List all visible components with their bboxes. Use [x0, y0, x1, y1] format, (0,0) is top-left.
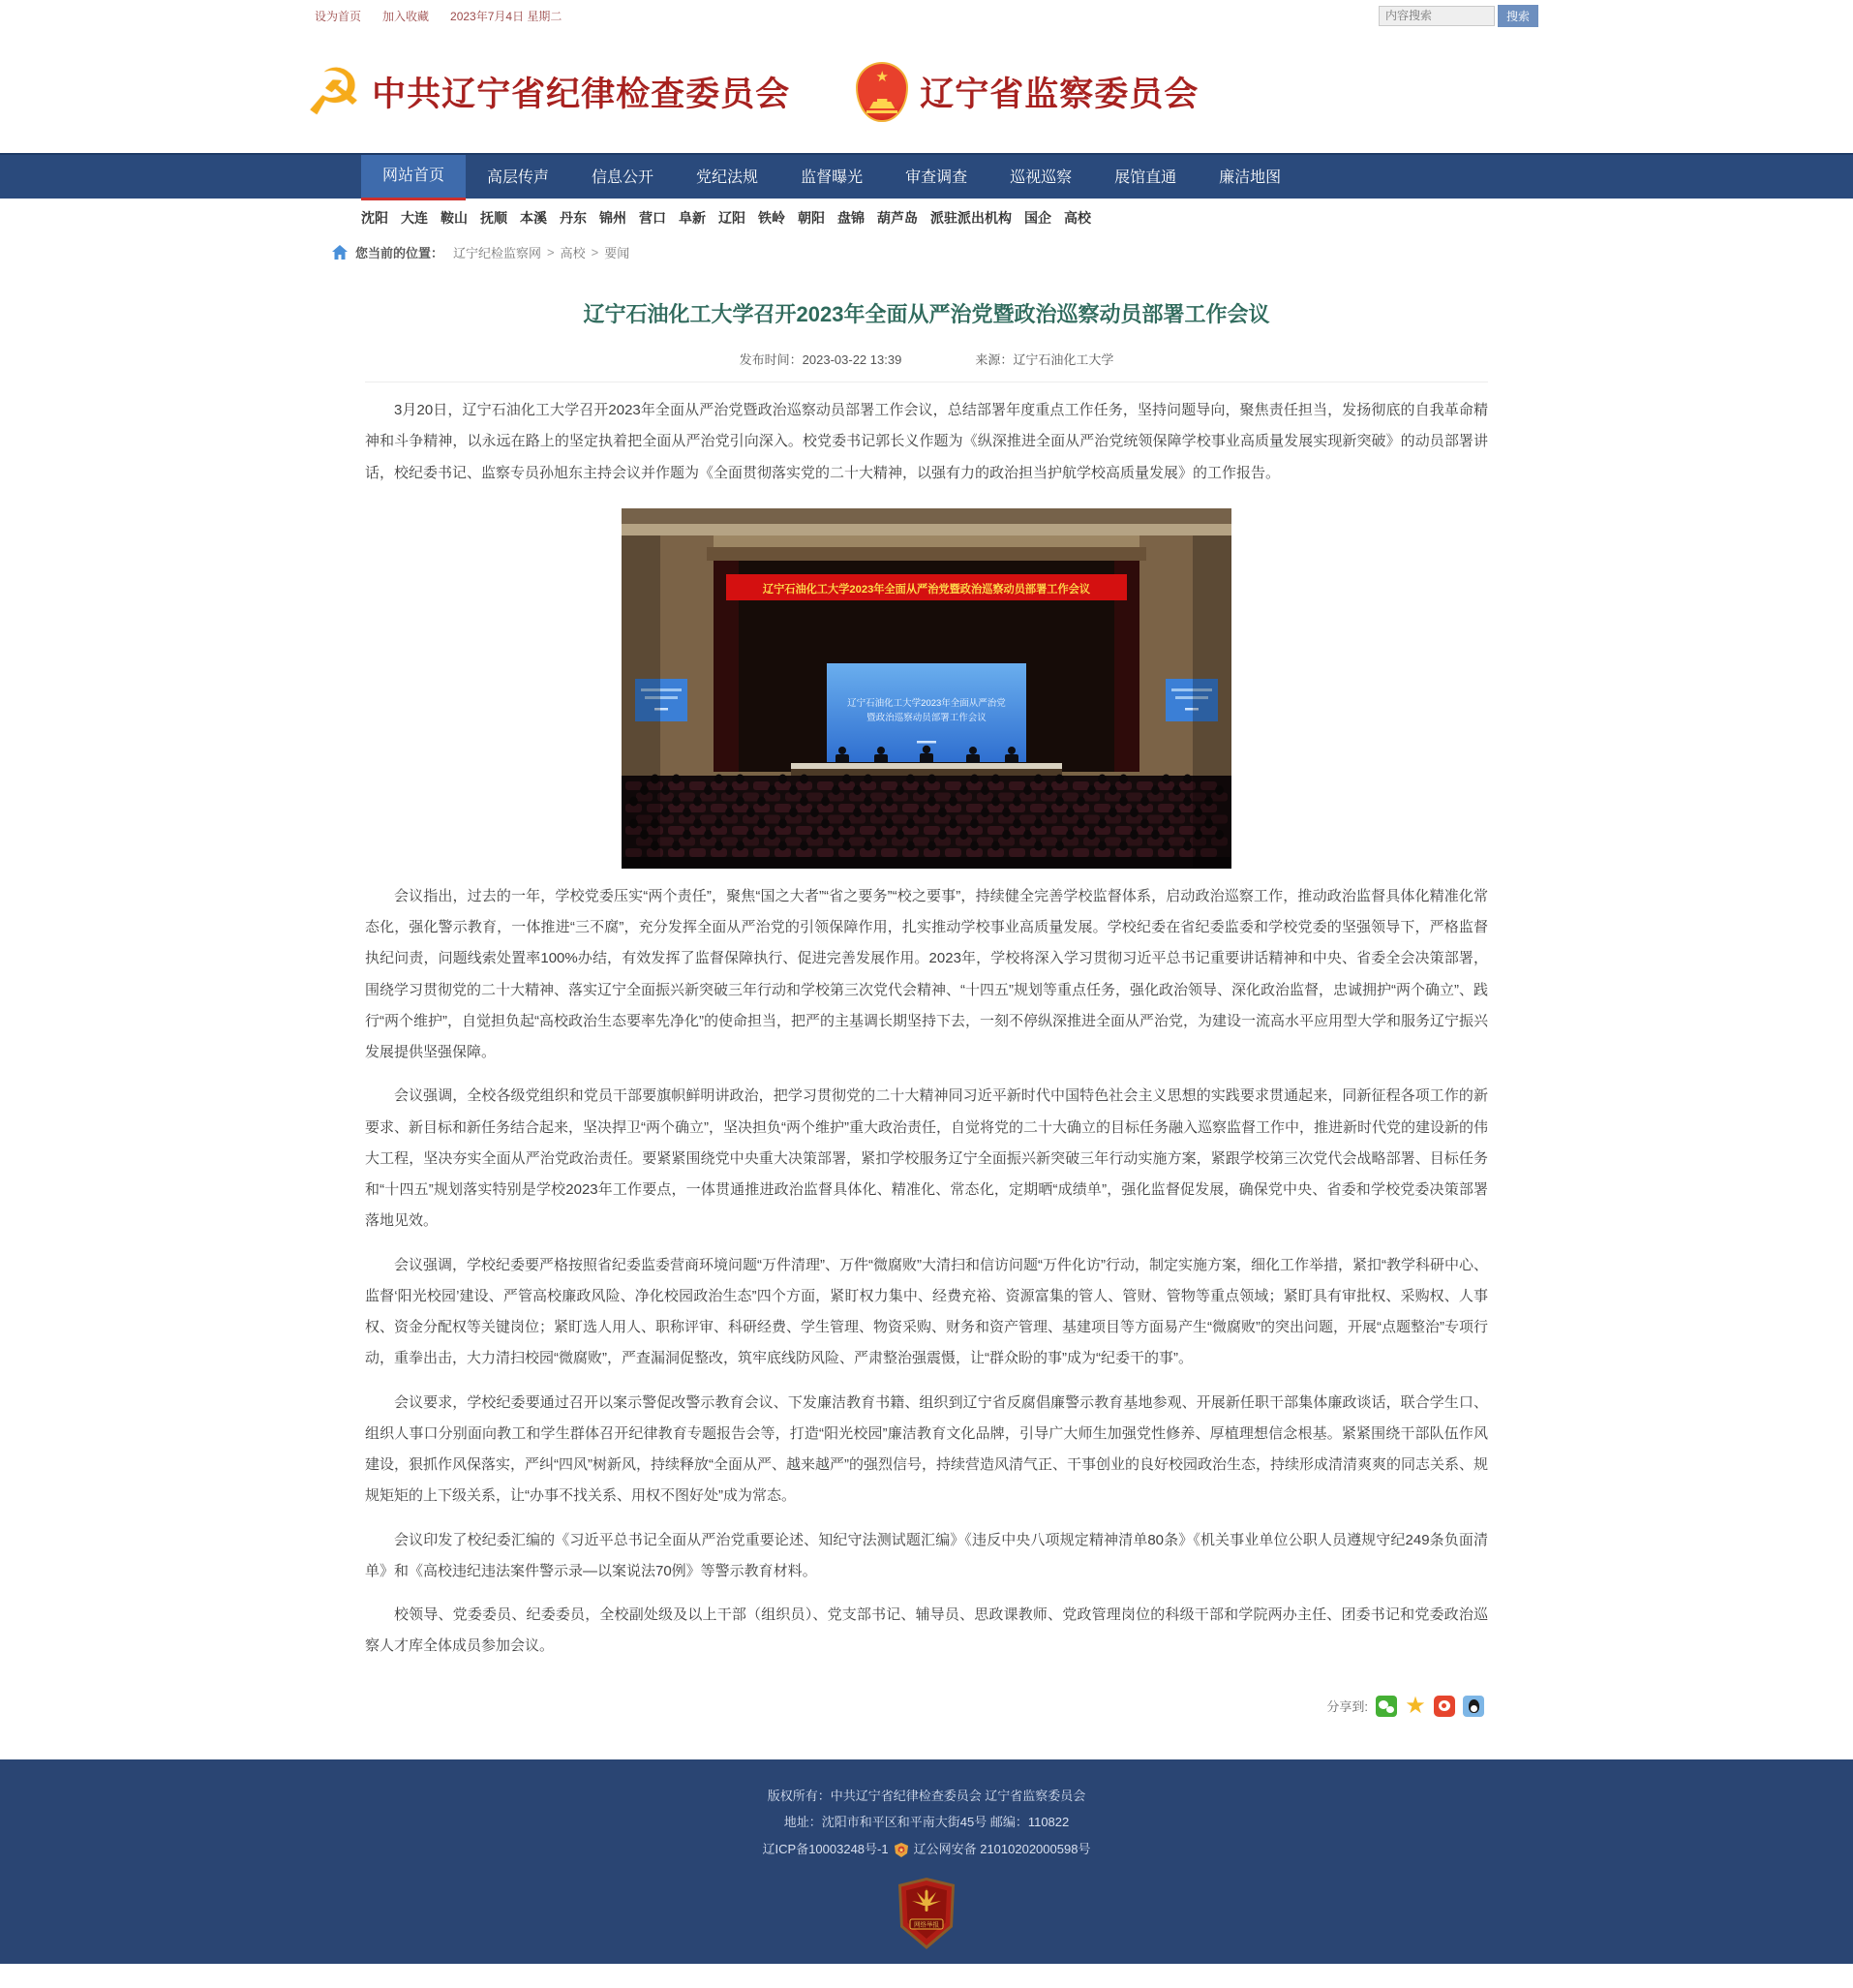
- city-link[interactable]: 大连: [401, 210, 428, 226]
- city-link[interactable]: 鞍山: [440, 210, 468, 226]
- publish-time: 发布时间：2023-03-22 13:39: [739, 352, 902, 367]
- city-link[interactable]: 葫芦岛: [877, 210, 918, 226]
- photo-screen-line1: 辽宁石油化工大学2023年全面从严治党: [847, 697, 1006, 709]
- city-link[interactable]: 抚顺: [480, 210, 507, 226]
- party-emblem-icon: ☭: [305, 56, 363, 128]
- article-paragraph: 会议要求，学校纪委要通过召开以案示警促改警示教育会议、下发廉洁教育书籍、组织到辽宁省反腐倡廉警示教育基地参观、开展新任职干部集体廉政谈话，联合学生口、组织人事口分别面向教工和学生群体召开纪律教育专题报告会等，打造“阳光校园”廉洁教育文化品牌，引导广大师生加强党性修养、厚植理想信念根基。紧紧围绕干部队伍作风建设，狠抓作风保落实，严纠“四风”树新风，持续释放“全面从严、越来越严”的强烈信号，持续营造风清气正、干事创业的良好校园政治生态，持续形成清清爽爽的同志关系、规规矩矩的上下级关系，让“办事不找关系、用权不图好处”成为常态。: [365, 1393, 1488, 1505]
- article-photo: [622, 508, 1231, 869]
- site-footer: [0, 1759, 1853, 1965]
- nav-item-link[interactable]: 高层传声: [487, 169, 550, 186]
- breadcrumb: [0, 235, 1853, 269]
- qq-icon[interactable]: [1463, 1696, 1484, 1717]
- nav-item-link[interactable]: 巡视巡察: [1010, 169, 1073, 186]
- article-paragraph: 会议强调，全校各级党组织和党员干部要旗帜鲜明讲政治，把学习贯彻党的二十大精神同习近平新时代中国特色社会主义思想的实践要求贯通起来，同新征程各项工作的新要求、新目标和新任务结合起来，坚决捍卫“两个确立”，坚决担负“两个维护”重大政治责任，自觉将党的二十大确立的目标任务融入巡察监督工作中，推进新时代党的建设新的伟大工程，坚决夯实全面从严治党政治责任。要紧紧围绕党中央重大决策部署，紧扣学校服务辽宁全面振兴新突破三年行动实施方案，紧跟学校第三次党代会战略部署、目标任务和“十四五”规划落实特别是学校2023年工作要点，一体贯通推进政治监督具体化、精准化、常态化，定期晒“成绩单”，强化监督促发展，确保党中央、省委和学校党委决策部署落地见效。: [365, 1087, 1488, 1230]
- city-link[interactable]: 营口: [639, 210, 666, 226]
- city-link[interactable]: 阜新: [679, 210, 706, 226]
- national-emblem-icon: ★: [856, 62, 908, 122]
- site-header: [0, 31, 1853, 153]
- nav-item-link[interactable]: 党纪法规: [696, 169, 759, 186]
- article-paragraph: 会议印发了校纪委汇编的《习近平总书记全面从严治党重要论述、知纪守法测试题汇编》《违反中央八项规定精神清单80条》《机关事业单位公职人员遵规守纪249条负面清单》和《高校违纪违法案件警示录—以案说法70例》等警示教育材料。: [365, 1531, 1488, 1579]
- address-line: 地址：沈阳市和平区和平南大街45号 邮编：110822: [783, 1815, 1070, 1830]
- current-date: 2023年7月4日 星期二: [450, 9, 562, 23]
- nav-item-link[interactable]: 展馆直通: [1114, 169, 1177, 186]
- copyright-line: 版权所有：中共辽宁省纪律检查委员会 辽宁省监察委员会: [767, 1788, 1086, 1803]
- supervision-commission-title: 辽宁省监察委员会: [920, 76, 1200, 113]
- city-link[interactable]: 朝阳: [798, 210, 825, 226]
- city-link[interactable]: 高校: [1064, 210, 1091, 226]
- breadcrumb-section-link[interactable]: 高校: [560, 246, 586, 260]
- discipline-commission-logo[interactable]: [305, 56, 791, 128]
- article-paragraph: 会议指出，过去的一年，学校党委压实“两个责任”，聚焦“国之大者”“省之要务”“校之要事”，持续健全完善学校监督体系，启动政治巡察工作，推动政治监督具体化精准化常态化，强化警示教育，一体推进“三不腐”，充分发挥全面从严治党的引领保障作用，扎实推动学校事业高质量发展。学校纪委在省纪委监委和学校党委的坚强领导下，严格监督执纪问责，问题线索处置率100%办结，有效发挥了监督保障执行、促进完善发展作用。2023年，学校将深入学习贯彻习近平总书记重要讲话精神和中央、省委全会决策部署，围绕学习贯彻党的二十大精神、落实辽宁全面振兴新突破三年行动和学校第三次党代会精神、“十四五”规划等重点任务，强化政治领导、深化政治监督，忠诚拥护“两个确立”、践行“两个维护”，自觉担负起“高校政治生态要率先净化”的使命担当，把严的主基调长期坚持下去，一刻不停纵深推进全面从严治党，为建设一流高水平应用型大学和服务辽宁振兴发展提供坚强保障。: [365, 887, 1488, 1060]
- topbar: [0, 0, 1853, 31]
- city-link[interactable]: 锦州: [599, 210, 626, 226]
- nav-item-active[interactable]: 网站首页: [361, 155, 466, 200]
- set-home-link[interactable]: 设为首页: [315, 9, 362, 23]
- share-row: [369, 1692, 1484, 1719]
- nav-item-link[interactable]: 廉洁地图: [1219, 169, 1282, 186]
- city-link[interactable]: 丹东: [560, 210, 587, 226]
- breadcrumb-separator: >: [591, 245, 599, 260]
- police-number[interactable]: 辽公网安备 21010202000598号: [913, 1842, 1091, 1857]
- supervision-commission-logo[interactable]: [856, 62, 1199, 122]
- weibo-icon[interactable]: [1434, 1696, 1455, 1717]
- city-link[interactable]: 国企: [1024, 210, 1051, 226]
- city-link[interactable]: 辽阳: [718, 210, 745, 226]
- nav-item-link[interactable]: 监督曝光: [801, 169, 864, 186]
- add-favorite-link[interactable]: 加入收藏: [382, 9, 430, 23]
- nav-item-link[interactable]: 信息公开: [592, 169, 654, 186]
- city-navigation: [0, 199, 1853, 235]
- discipline-commission-title: 中共辽宁省纪律检查委员会: [372, 76, 791, 113]
- search-area: [1379, 5, 1538, 27]
- qzone-icon[interactable]: ★: [1405, 1692, 1426, 1719]
- city-link[interactable]: 铁岭: [758, 210, 785, 226]
- nav-item-link[interactable]: 审查调查: [905, 169, 968, 186]
- search-button[interactable]: 搜索: [1498, 5, 1538, 27]
- icp-number[interactable]: 辽ICP备10003248号-1: [762, 1842, 889, 1857]
- article-paragraph: 校领导、党委委员、纪委委员，全校副处级及以上干部（组织员）、党支部书记、辅导员、思政课教师、党政管理岗位的科级干部和学院两办主任、团委书记和党委政治巡察人才库全体成员参加会议。: [365, 1606, 1488, 1655]
- wechat-icon[interactable]: [1376, 1696, 1397, 1717]
- search-input[interactable]: [1379, 6, 1495, 26]
- city-link[interactable]: 本溪: [520, 210, 547, 226]
- report-badge-label: 网络举报: [914, 1921, 939, 1929]
- page-title: 辽宁石油化工大学召开2023年全面从严治党暨政治巡察动员部署工作会议: [583, 302, 1270, 326]
- city-link[interactable]: 沈阳: [361, 210, 388, 226]
- breadcrumb-page-link[interactable]: 要闻: [604, 246, 630, 260]
- breadcrumb-label: 您当前的位置：: [355, 246, 444, 260]
- breadcrumb-separator: >: [547, 245, 555, 260]
- home-icon: [332, 245, 348, 260]
- main-navigation: [0, 153, 1853, 199]
- report-badge[interactable]: [896, 1877, 957, 1950]
- article-body: [365, 395, 1488, 1663]
- article-paragraph: 会议强调，学校纪委要严格按照省纪委监委营商环境问题“万件清理”、万件“微腐败”大清扫和信访问题“万件化访”行动，制定实施方案，细化工作举措，紧扣“教学科研中心、监督‘阳光校园’建设、严管高校廉政风险、净化校园政治生态”四个方面，紧盯权力集中、经费充裕、资源富集的管人、管财、管物等重点领域；紧盯具有审批权、采购权、人事权、资金分配权等关键岗位；紧盯选人用人、职称评审、科研经费、学生管理、物资采购、财务和资产管理、基建项目等方面易产生“微腐败”的突出问题，开展“点题整治”专项行动，重拳出击，大力清扫校园“微腐败”，严查漏洞促整改，筑牢底线防风险、严肃整治强震慑，让“群众盼的事”成为“纪委干的事”。: [365, 1256, 1488, 1367]
- city-link[interactable]: 盘锦: [837, 210, 865, 226]
- breadcrumb-site-link[interactable]: 辽宁纪检监察网: [453, 246, 542, 260]
- article: [365, 298, 1488, 1717]
- share-label: 分享到:: [1326, 1699, 1368, 1714]
- photo-banner-text: 辽宁石油化工大学2023年全面从严治党暨政治巡察动员部署工作会议: [762, 583, 1091, 596]
- police-badge-icon: [895, 1843, 908, 1857]
- photo-screen-line2: 暨政治巡察动员部署工作会议: [866, 712, 987, 723]
- article-paragraph: 3月20日，辽宁石油化工大学召开2023年全面从严治党暨政治巡察动员部署工作会议，总结部署年度重点工作任务，坚持问题导向，聚焦责任担当，发扬彻底的自我革命精神和斗争精神，以永远在路上的坚定执着把全面从严治党引向深入。校党委书记郭长义作题为《纵深推进全面从严治党统领保障学校事业高质量发展实现新突破》的动员部署讲话，校纪委书记、监察专员孙旭东主持会议并作题为《全面贯彻落实党的二十大精神，以强有力的政治担当护航学校高质量发展》的工作报告。: [365, 402, 1488, 481]
- city-link[interactable]: 派驻派出机构: [930, 210, 1012, 226]
- article-meta: [365, 350, 1488, 382]
- article-source: 来源：辽宁石油化工大学: [975, 352, 1114, 367]
